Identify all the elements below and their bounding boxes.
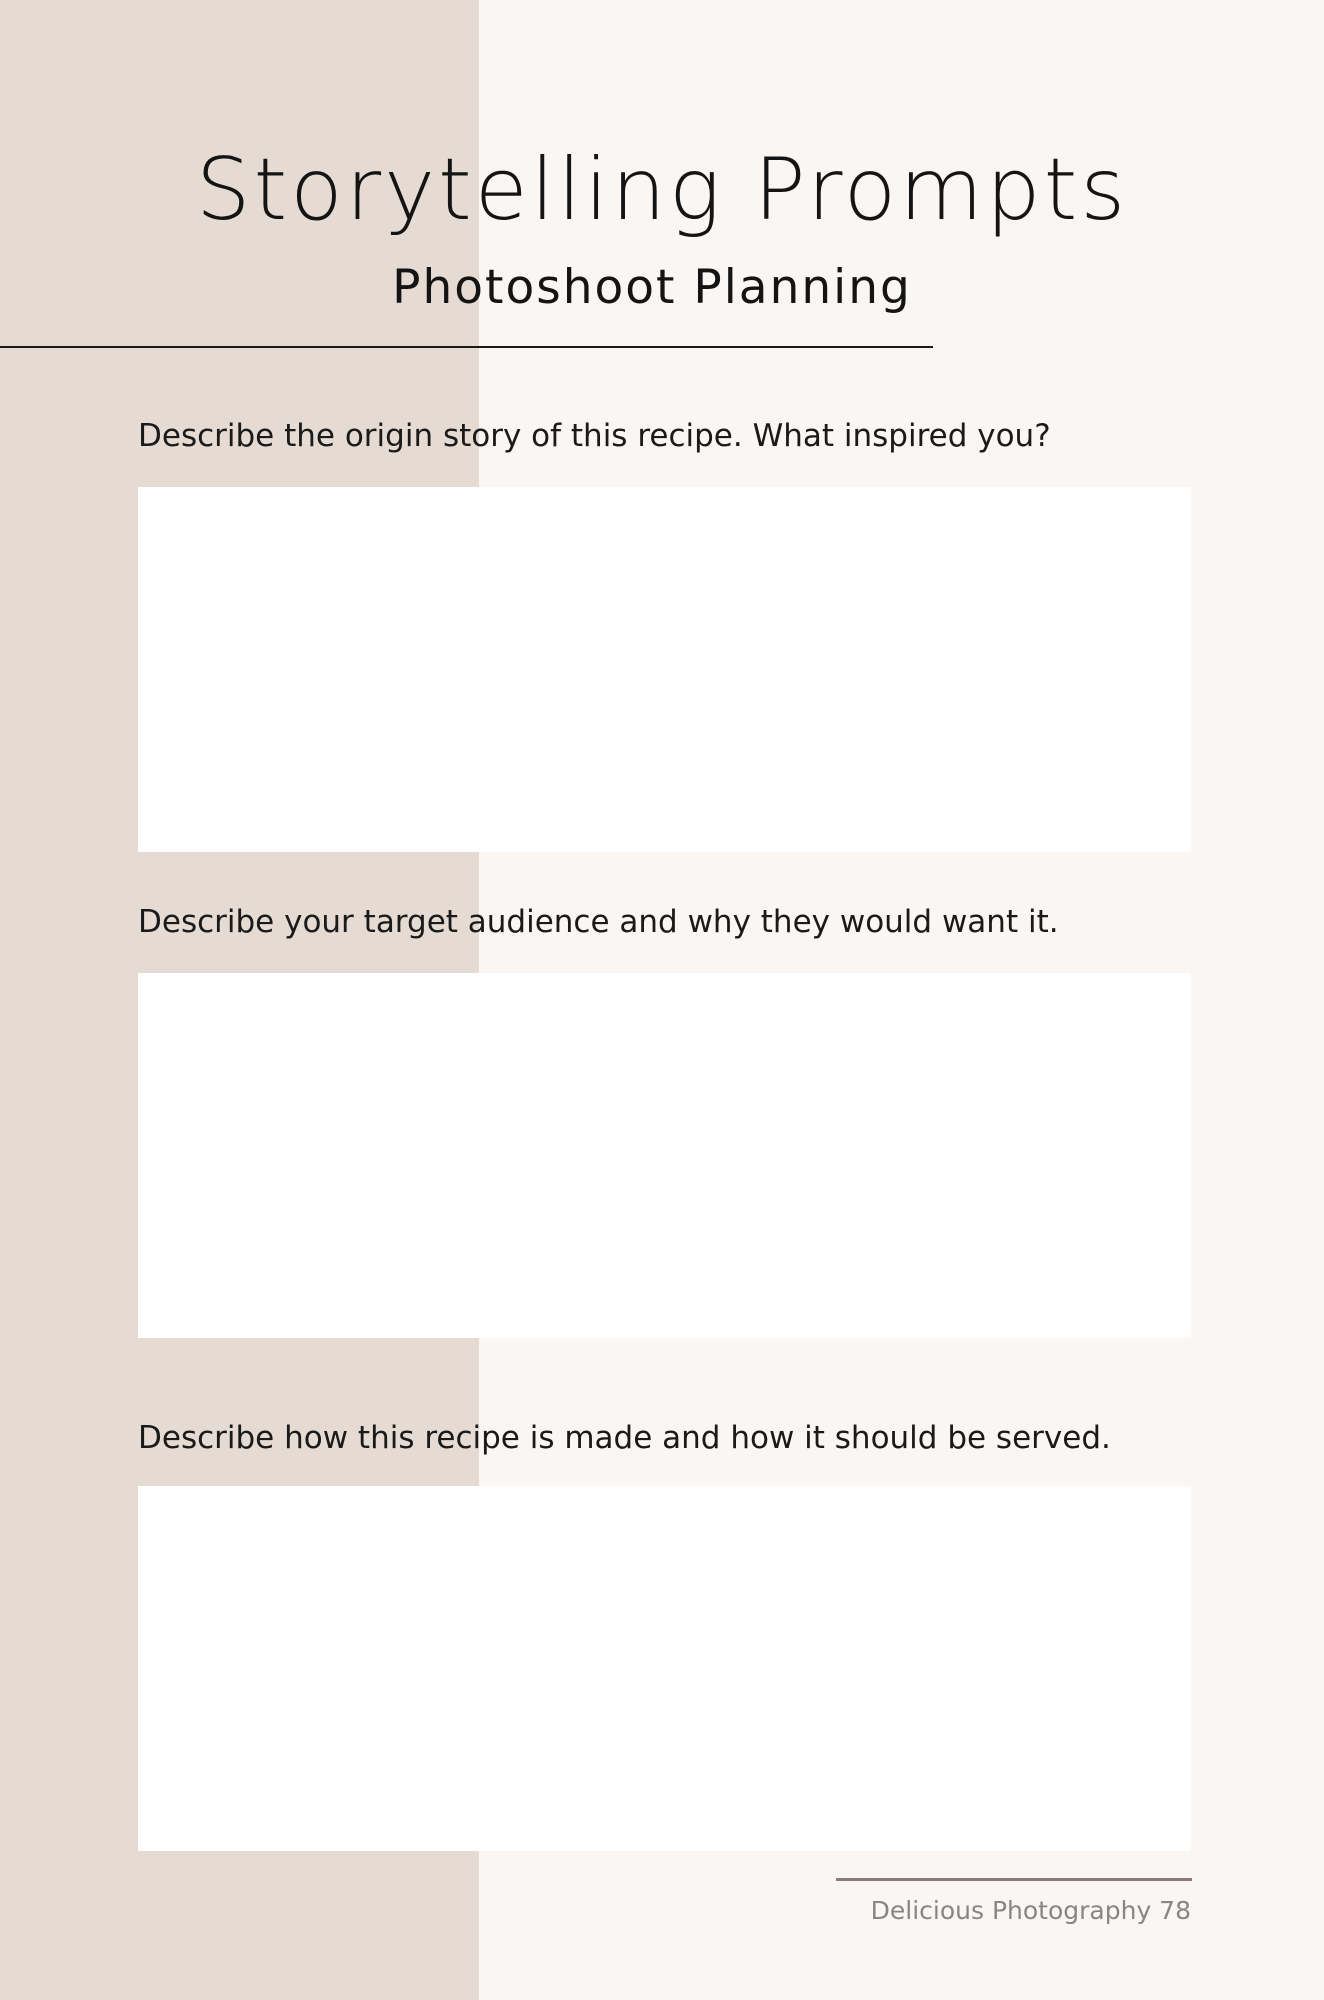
answer-box-origin-story[interactable] bbox=[138, 487, 1191, 852]
prompt-label-target-audience: Describe your target audience and why they would want it. bbox=[138, 904, 1059, 940]
prompt-label-preparation: Describe how this recipe is made and how it should be served. bbox=[138, 1420, 1111, 1456]
footer-divider bbox=[836, 1878, 1192, 1881]
footer-page-label: Delicious Photography 78 bbox=[870, 1896, 1191, 1925]
answer-box-preparation[interactable] bbox=[138, 1486, 1191, 1851]
prompt-label-origin-story: Describe the origin story of this recipe. What inspired you? bbox=[138, 418, 1051, 454]
answer-box-target-audience[interactable] bbox=[138, 973, 1191, 1338]
title-divider bbox=[0, 346, 933, 348]
page-title: Storytelling Prompts bbox=[195, 140, 1129, 240]
page-subtitle: Photoshoot Planning bbox=[392, 260, 912, 315]
